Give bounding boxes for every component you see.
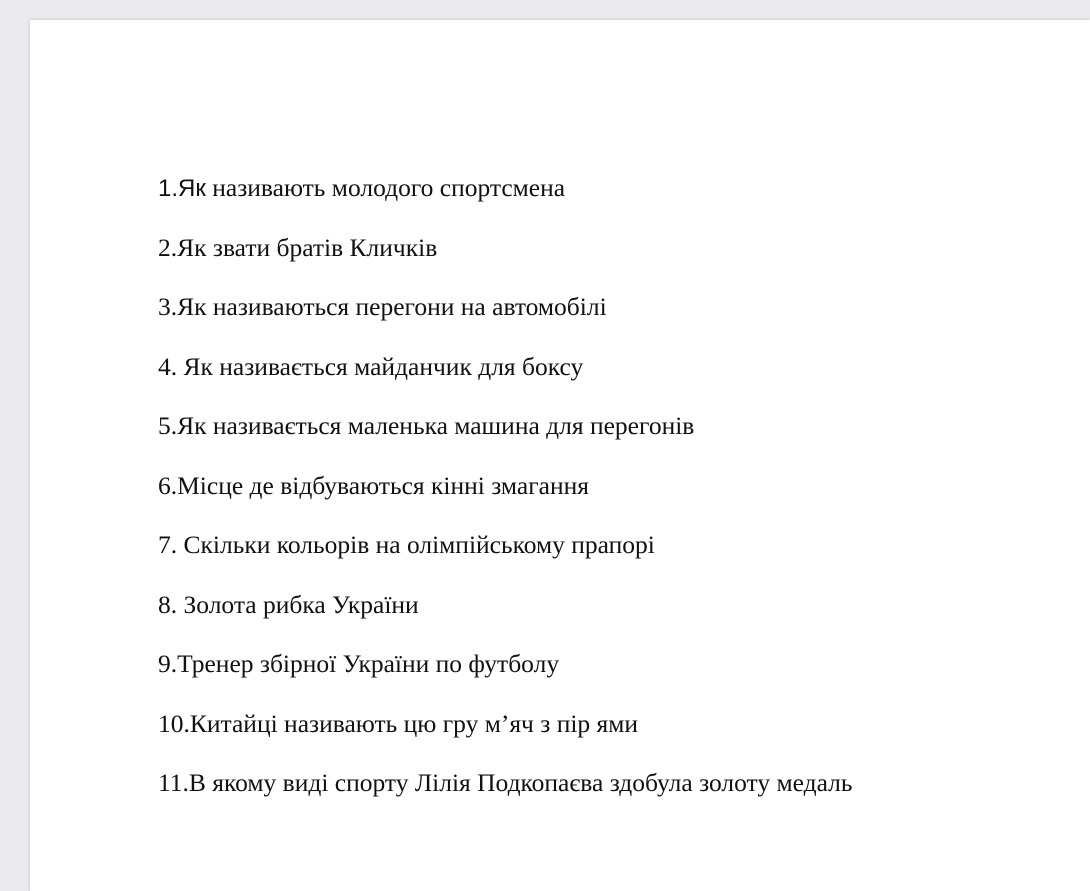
question-text: 6.Місце де відбуваються кінні змагання: [158, 470, 590, 500]
question-text: 10.Китайці називають цю гру м’яч з пір ями: [158, 708, 639, 738]
question-text: 2.Як звати братів Кличків: [158, 232, 438, 262]
question-item: [158, 410, 852, 470]
document-page: [30, 20, 1090, 891]
question-number: 1.Як: [158, 175, 206, 202]
question-item: [158, 648, 852, 708]
question-item: [158, 172, 852, 232]
question-item: [158, 767, 852, 827]
question-item: [158, 708, 852, 768]
question-list: [158, 172, 852, 827]
question-text: називають молодого спортсмена: [205, 173, 566, 202]
question-text: 8. Золота рибка України: [158, 589, 419, 619]
question-text: 7. Скільки кольорів на олімпійському прапорі: [158, 530, 655, 559]
question-item: [158, 529, 852, 589]
question-text: 9.Тренер збірної України по футболу: [158, 649, 560, 678]
question-item: [158, 351, 852, 411]
question-item: [158, 232, 852, 292]
question-text: 3.Як називаються перегони на автомобілі: [158, 292, 607, 321]
question-text: 5.Як називається маленька машина для перегонів: [158, 411, 695, 440]
question-item: [158, 589, 852, 649]
question-item: [158, 470, 852, 530]
question-text: 11.В якому виді спорту Лілія Подкопаєва здобула золоту медаль: [158, 768, 853, 797]
question-text: 4. Як називається майданчик для боксу: [158, 351, 584, 381]
question-item: [158, 291, 852, 351]
